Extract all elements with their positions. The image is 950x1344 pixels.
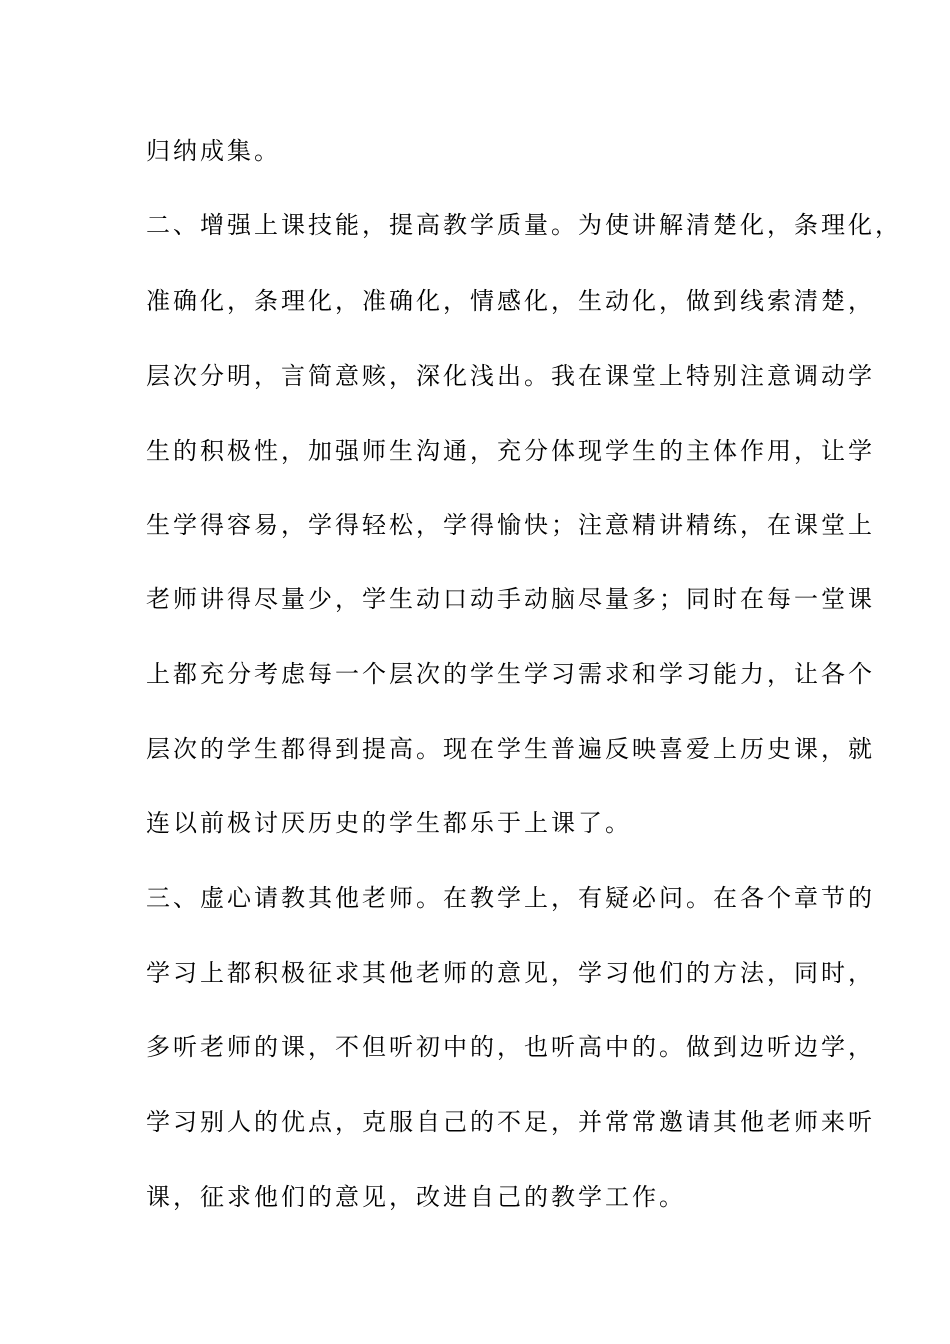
text-line: 连以前极讨厌历史的学生都乐于上课了。 (146, 809, 632, 837)
text-line: 课，征求他们的意见，改进自己的教学工作。 (146, 1183, 686, 1211)
text-line: 三、虚心请教其他老师。在教学上，有疑必问。在各个章节的 (146, 884, 875, 912)
text-line: 老师讲得尽量少，学生动口动手动脑尽量多；同时在每一堂课 (146, 585, 875, 613)
text-line: 上都充分考虑每一个层次的学生学习需求和学习能力，让各个 (146, 660, 875, 688)
text-line: 学习别人的优点，克服自己的不足，并常常邀请其他老师来听 (146, 1108, 875, 1136)
text-line: 学习上都积极征求其他老师的意见，学习他们的方法，同时， (146, 959, 875, 987)
text-line: 准确化，条理化，准确化，情感化，生动化，做到线索清楚， (146, 287, 875, 315)
text-line: 多听老师的课，不但听初中的，也听高中的。做到边听边学， (146, 1033, 875, 1061)
text-line: 生的积极性，加强师生沟通，充分体现学生的主体作用，让学 (146, 437, 875, 465)
text-line: 生学得容易，学得轻松，学得愉快；注意精讲精练，在课堂上 (146, 511, 875, 539)
text-line: 二、增强上课技能，提高教学质量。为使讲解清楚化，条理化， (146, 211, 902, 239)
text-line: 层次分明，言简意赅，深化浅出。我在课堂上特别注意调动学 (146, 362, 875, 390)
text-line: 层次的学生都得到提高。现在学生普遍反映喜爱上历史课，就 (146, 735, 875, 763)
text-line: 归纳成集。 (146, 137, 281, 165)
